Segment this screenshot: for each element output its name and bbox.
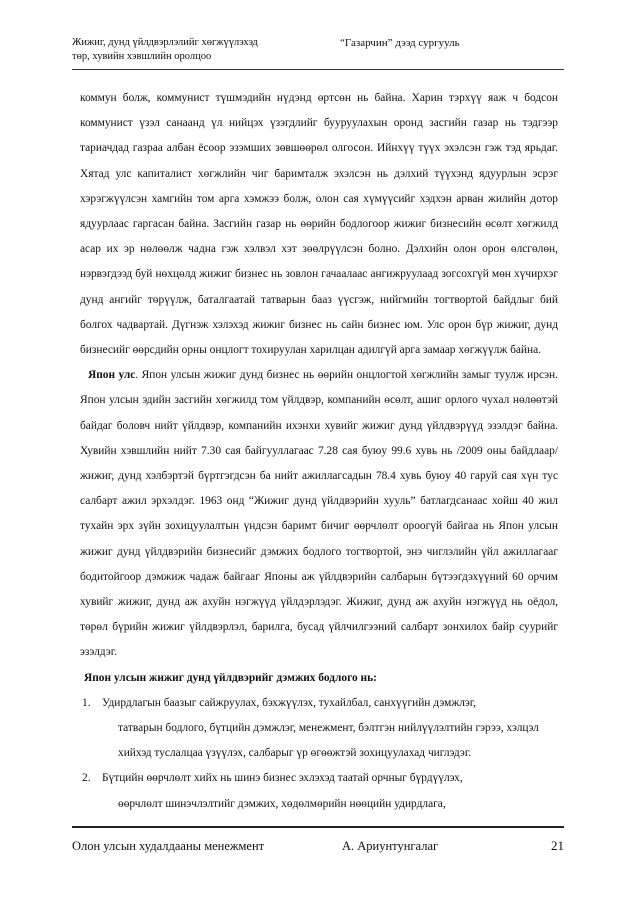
body-text	[80, 86, 558, 817]
footer-author: А. Ариунтунгалаг	[342, 839, 439, 853]
policy-list	[80, 691, 558, 817]
list-item-text	[102, 766, 558, 816]
page-number: 21	[551, 838, 564, 853]
list-item	[80, 691, 558, 767]
list-item-first-line: Удирдлагын баазыг сайжруулах, бэхжүүлэх, тухайлбал, санхүүгийн дэмжлэг,	[102, 696, 477, 709]
list-item-number: 1.	[82, 696, 91, 709]
paragraph-2-text: . Япон улсын жижиг дунд бизнес нь өөрийн онцлогтой хөгжлийн замыг туулж ирсэн. Япон улсын эдийн засгийн хөгжилд том үйлдвэр, компанийн өсөлт, ашиг орлого чухал нөлөөтэй байдаг боловч нийт үйлдвэр, компанийн ихэнхи хувийг жижиг дунд үйлдвэрүүд эзэлдэг байна. Хувийн хэвшлийн нийт 7.30 сая байгууллагаас 7.28 сая буюу 99.6 хувь нь /2009 оны байдлаар/ жижиг, дунд хэлбэртэй бүртгэгдсэн ба нийт ажиллагсадын 78.4 хувь буюу 40 гаруй сая хүн тус салбарт ажил эрхэлдэг. 1963 онд “Жижиг дунд үйлдвэрийн хууль” батлагдсанаас хойш 40 жил тухайн эрх зүйн зохицуулалтын үндсэн баримт бичиг өөрчлөлт ороогүй байгаа нь Япон улсын жижиг дунд үйлдвэрийн бизнесийг дэмжих бодлого тогтвортой, энэ чиглэлийн үйл ажиллагааг бодитойгоор дэмжиж чадаж байгааг Японы аж үйлдвэрийн салбарын бүтээгдэхүүний 60 орчим хувийг жижиг, дунд аж ахуйн нэгжүүд үйлдэрлэдэг. Жижиг, дунд аж ахуйн нэгжүүд нь оёдол, төрөл бүрийн жижиг үйлдвэрлэл, барилга, бусад үйлчилгээний салбарт зонхилох байр суурийг эзэлдэг.	[80, 369, 558, 659]
list-item-number: 2.	[82, 772, 91, 785]
header-divider	[72, 69, 564, 70]
list-item-first-line: Бүтцийн өөрчлөлт хийх нь шинэ бизнес эхлэхэд таатай орчныг бүрдүүлэх,	[102, 772, 463, 785]
list-item-text	[102, 691, 558, 767]
paragraph-2-lead: Япон улс	[88, 369, 136, 382]
header-left-line2: төр, хувийн хэвшлийн оролцоо	[72, 51, 212, 62]
list-item	[80, 766, 558, 816]
paragraph-2	[80, 363, 558, 665]
section-subheading: Япон улсын жижиг дунд үйлдвэрийг дэмжих бодлого нь:	[84, 671, 377, 684]
footer-divider	[72, 826, 564, 828]
header-left	[72, 36, 322, 64]
list-item-continuation: өөрчлөлт шинэчлэлтийг дэмжих, хөдөлмөрийн нөөцийн удирдлага,	[118, 797, 446, 810]
header-right: “Газарчин” дээд сургууль	[340, 37, 460, 49]
paragraph-1: коммун болж, коммунист түшмэдийн нүдэнд өртсөн нь байна. Харин тэрхүү яаж ч бодсон коммунист үзэл санаанд үл нийцэх үзэгдлийг бууруулахын оронд засгийн газар нь тэдгээр тариачдад газраа албан ёсоор эзэмших зөвшөөрөл олгосон. Ийнхүү түүх эхэлсэн гэж тэд ярьдаг. Хятад улс капиталист хөгжлийн чиг баримталж эхэлсэн нь дэлхий түүхэнд ядуурлын эсрэг хэрэгжүүлсэн хамгийн том арга хэмжээ болж, олон сая хүмүүсийг хэдхэн арван жилийн дотор ядуурлаас гаргасан байна. Засгийн газар нь өөрийн бодлогоор жижиг бизнесийн өсөлт хөгжилд асар их эр нөлөөлж чадна гэж хэлвэл хэт зөөлрүүлсэн болно. Дэлхийн олон орон өлсгөлөн, нэрвэгдээд буй нөхцөлд жижиг бизнес нь зовлон гачаалаас ангижруулаад зогсохгүй мөн хүчирхэг дунд ангийг төрүүлж, баталгаатай татварын бааз үүсгэж, нийгмийн тогтвортой байдлыг бий болгох чадвартай. Дүгнэж хэлэхэд жижиг бизнес нь сайн бизнес юм. Улс орон бүр жижиг, дунд бизнесийг өөрсдийн орны онцлогт тохируулан харилцан адилгүй арга замаар хөгжүүлж байна.	[80, 92, 558, 357]
footer-course-title: Олон улсын худалдааны менежмент	[72, 839, 265, 853]
header-left-line1: Жижиг, дунд үйлдвэрлэлийг хөгжүүлэхэд	[72, 37, 258, 48]
list-item-continuation: татварын бодлого, бүтцийн дэмжлэг, менежмент, бэлтгэн нийлүүлэлтийн гэрээ, хэлцэл хийхэд туслалцаа үзүүлэх, салбарыг үр өгөөжтэй зохицуулахад чиглэдэг.	[118, 722, 539, 760]
